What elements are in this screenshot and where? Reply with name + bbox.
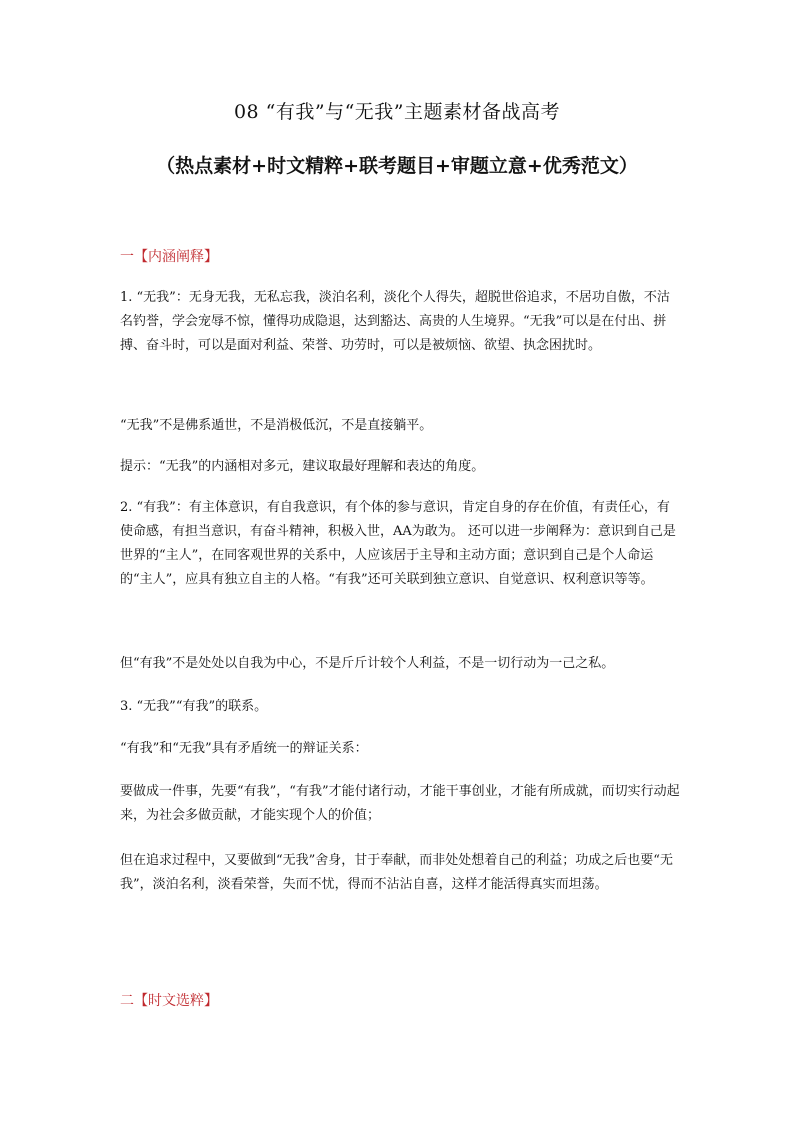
section-heading-2 bbox=[120, 990, 218, 1010]
paragraph-6 bbox=[120, 695, 680, 719]
document-title: 08 “有我”与“无我”主题素材备战高考 bbox=[233, 101, 561, 123]
paragraph-text: 但“有我”不是处处以自我为中心，不是斤斤计较个人利益，不是一切行动为一己之私。 bbox=[120, 656, 615, 671]
paragraph-text: “有我”和“无我”具有矛盾统一的辩证关系： bbox=[120, 741, 368, 756]
paragraph-9 bbox=[120, 849, 680, 897]
paragraph-text: 2. “有我”：有主体意识，有自我意识，有个体的参与意识，肯定自身的存在价值，有责任心，有使命感，有担当意识，有奋斗精神，积极入世，AA为敢为。 还可以进一步阐释为：意识到自己是世界的“主人”，在同客观世界的关系中，人应该居于主导和主动方面；意识到自己是个人命运的“主人”，应具有独立自主的人格。“有我”还可关联到独立意识、自觉意识、权利意识等等。 bbox=[120, 500, 676, 587]
paragraph-text: 提示：“无我”的内涵相对多元，建议取最好理解和表达的角度。 bbox=[120, 459, 485, 474]
paragraph-3 bbox=[120, 455, 680, 479]
paragraph-text: 3. “无我”“有我”的联系。 bbox=[120, 699, 268, 714]
paragraph-text: “无我”不是佛系遁世，不是消极低沉，不是直接躺平。 bbox=[120, 418, 433, 433]
paragraph-4 bbox=[120, 496, 680, 592]
paragraph-2 bbox=[120, 414, 680, 438]
paragraph-text: 但在追求过程中，又要做到“无我”舍身，甘于奉献，而非处处想着自己的利益；功成之后也要“无我”，淡泊名利，淡看荣誉，失而不忧，得而不沾沾自喜，这样才能活得真实而坦荡。 bbox=[120, 853, 673, 892]
section-label: 【时文选粹】 bbox=[134, 992, 218, 1008]
document-subtitle: （热点素材+时文精粹+联考题目+审题立意+优秀范文） bbox=[156, 155, 638, 177]
paragraph-8 bbox=[120, 780, 680, 828]
section-number: 一 bbox=[120, 248, 134, 264]
paragraph-5 bbox=[120, 652, 680, 676]
paragraph-7 bbox=[120, 737, 680, 761]
section-heading-1 bbox=[120, 246, 218, 266]
paragraph-text: 要做成一件事，先要“有我”，“有我”才能付诸行动，才能干事创业，才能有所成就，而切实行动起来，为社会多做贡献，才能实现个人的价值； bbox=[120, 784, 680, 823]
paragraph-text: 1. “无我”：无身无我，无私忘我，淡泊名利，淡化个人得失，超脱世俗追求，不居功自傲，不沽名钓誉，学会宠辱不惊，懂得功成隐退，达到豁达、高贵的人生境界。“无我”可以是在付出、拼搏、奋斗时，可以是面对利益、荣誉、功劳时，可以是被烦恼、欲望、执念困扰时。 bbox=[120, 290, 670, 353]
section-label: 【内涵阐释】 bbox=[134, 248, 218, 264]
paragraph-1 bbox=[120, 286, 680, 358]
section-number: 二 bbox=[120, 992, 134, 1008]
